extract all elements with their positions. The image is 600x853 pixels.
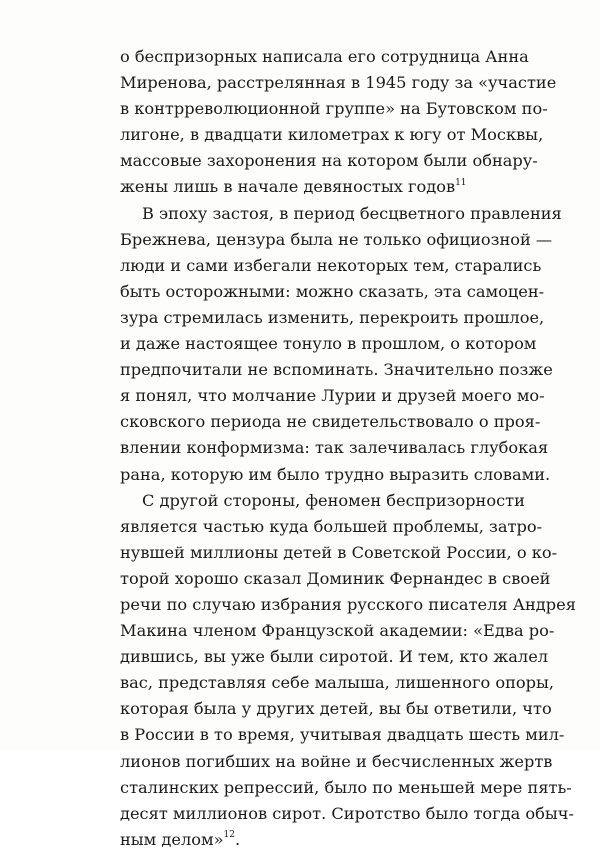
text-line: Миренова, расстрелянная в 1945 году за «участие xyxy=(120,73,557,93)
paragraph-2 xyxy=(120,201,562,488)
text-line: торой хорошо сказал Доминик Фернандес в своей xyxy=(120,568,551,588)
text-line: люди и сами избегали некоторых тем, старались xyxy=(120,255,542,275)
text-line: С другой стороны, феномен беспризорности xyxy=(142,490,525,510)
text-line: быть осторожными: можно сказать, эта самоцен- xyxy=(120,281,545,301)
text-line: нувшей миллионы детей в Советской России, о ко- xyxy=(120,542,558,562)
text-line: речи по случаю избрания русского писателя Андрея xyxy=(120,594,576,614)
text-line: лионов погибших на войне и бесчисленных жертв xyxy=(120,751,553,771)
text-line: в России в то время, учитывая двадцать шесть мил- xyxy=(120,725,565,745)
text-line: зура стремилась изменить, перекроить прошлое, xyxy=(120,307,545,327)
text-line: лигоне, в двадцати километрах к югу от Москвы, xyxy=(120,125,544,145)
text-line: десят миллионов сирот. Сиротство было тогда обыч- xyxy=(120,803,574,823)
text-line: Макина членом Французской академии: «Едва ро- xyxy=(120,621,555,641)
text-line: жены лишь в начале девяностых годов xyxy=(120,177,456,197)
text-line: я понял, что молчание Лурии и друзей моего мо- xyxy=(120,386,545,406)
text-line: и даже настоящее тонуло в прошлом, о котором xyxy=(120,334,537,354)
text-line: сталинских репрессий, было по меньшей мере пять- xyxy=(120,777,572,797)
text-line: влении конформизма: так залечивалась глубокая xyxy=(120,438,549,458)
body-text xyxy=(120,44,576,853)
footnote-marker[interactable]: 11 xyxy=(455,178,467,189)
text-line: предпочитали не вспоминать. Значительно позже xyxy=(120,360,553,380)
text-line: массовые захоронения на котором были обнару- xyxy=(120,151,538,171)
text-line: дившись, вы уже были сиротой. И тем, кто жалел xyxy=(120,647,549,667)
text-line: вас, представляя себе малыша, лишенного опоры, xyxy=(120,673,555,693)
text-line: о беспризорных написала его сотрудница Анна xyxy=(120,47,529,66)
paragraph-3 xyxy=(120,488,576,853)
text-line-last xyxy=(120,827,500,853)
text-line: Брежнева, цензура была не только официозной — xyxy=(120,229,553,249)
text-line: которая была у других детей, вы бы ответили, что xyxy=(120,699,552,719)
paragraph-1 xyxy=(120,44,557,201)
text-line: В эпоху застоя, в период бесцветного правления xyxy=(142,203,562,223)
text-line: является частью куда большей проблемы, затро- xyxy=(120,516,543,536)
trailing-punctuation: . xyxy=(234,829,241,849)
text-line: сковского периода не свидетельствовало о проя- xyxy=(120,412,541,432)
text-line-last xyxy=(120,174,500,200)
footnote-marker[interactable]: 12 xyxy=(223,830,235,841)
text-line: в контрреволюционной группе» на Бутовском по- xyxy=(120,99,548,119)
text-line: ным делом» xyxy=(120,829,224,849)
text-line: рана, которую им было трудно выразить словами. xyxy=(120,464,551,484)
